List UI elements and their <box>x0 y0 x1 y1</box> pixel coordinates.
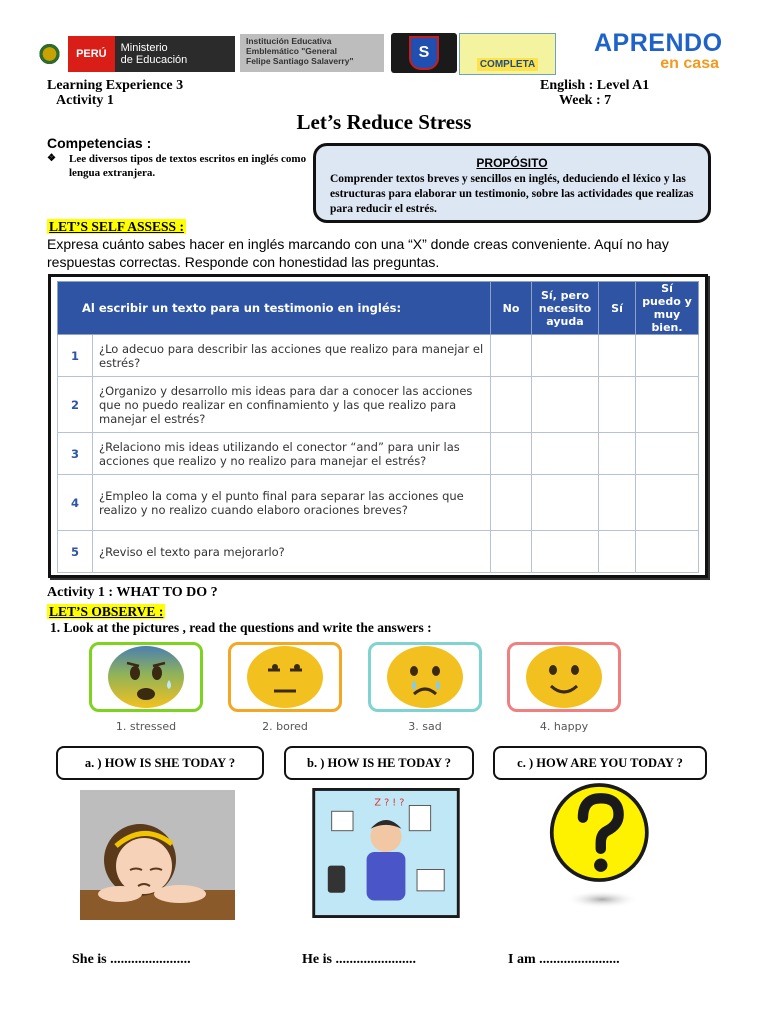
face-caption: 2. bored <box>262 720 308 733</box>
answer-cell[interactable] <box>599 433 636 475</box>
self-assess-label: LET’S SELF ASSESS : <box>49 219 184 234</box>
peru-ministry-logo <box>35 34 235 74</box>
face-caption: 4. happy <box>539 720 589 733</box>
activity-number: Activity 1 <box>56 93 114 108</box>
happy-face-icon <box>523 644 605 710</box>
sad-girl-picture <box>80 790 235 920</box>
answer-cell[interactable] <box>636 377 699 433</box>
institution-logo: Institución Educativa Emblemático "General Felipe Santiago Salaverry" <box>240 34 384 72</box>
answer-cell[interactable] <box>491 433 532 475</box>
aprendo-en-casa-logo: APRENDO en casa <box>594 29 723 72</box>
self-assessment-table-frame <box>48 274 708 578</box>
ministry-label: Ministerio de Educación <box>115 36 235 72</box>
jec-logo <box>459 33 556 75</box>
proposito-title: PROPÓSITO <box>476 156 548 170</box>
learning-experience: Learning Experience 3 <box>47 78 184 93</box>
answer-cell[interactable] <box>532 475 599 531</box>
answer-cell[interactable] <box>599 475 636 531</box>
course-level: English : Level A1 <box>540 78 650 93</box>
school-shield-logo <box>391 33 457 73</box>
face-caption: 3. sad <box>408 720 442 733</box>
answer-cell[interactable] <box>532 531 599 573</box>
competencias-label: Competencias : <box>47 135 152 151</box>
question-c: c. ) HOW ARE YOU TODAY ? <box>493 746 707 780</box>
question-a: a. ) HOW IS SHE TODAY ? <box>56 746 264 780</box>
answer-cell[interactable] <box>636 335 699 377</box>
answer-cell[interactable] <box>636 475 699 531</box>
face-stressed <box>89 642 203 712</box>
page-title: Let’s Reduce Stress <box>296 110 472 134</box>
svg-text:Z ? ! ?: Z ? ! ? <box>374 797 405 809</box>
answer-cell[interactable] <box>532 335 599 377</box>
answer-cell[interactable] <box>491 475 532 531</box>
header-si-puedo: Sí puedo y muy bien. <box>636 282 699 335</box>
face-caption: 1. stressed <box>115 720 177 733</box>
bored-face-icon <box>244 644 326 710</box>
proposito-text: Comprender textos breves y sencillos en inglés, deduciendo el léxico y las estructuras para elaborar un testimonio, sobre las actividades que realizas para reducir el estrés. <box>330 173 694 215</box>
answer-c: I am ....................... <box>508 952 620 967</box>
answer-b: He is ....................... <box>302 952 416 967</box>
activity-title: Activity 1 : WHAT TO DO ? <box>47 585 218 600</box>
face-bored <box>228 642 342 712</box>
jec-label: COMPLETA <box>477 58 538 71</box>
question-mark-picture <box>528 782 678 912</box>
header-question: Al escribir un texto para un testimonio en inglés: <box>58 282 491 335</box>
proposito-box <box>313 143 711 223</box>
peru-coat-of-arms-icon <box>35 37 64 71</box>
table-row: 3 ¿Relaciono mis ideas utilizando el conector “and” para unir las acciones que realizo y no realizo para manejar el estrés? <box>58 433 699 475</box>
answer-cell[interactable] <box>532 377 599 433</box>
table-row: 2 ¿Organizo y desarrollo mis ideas para dar a conocer las acciones que no puedo realizar en confinamiento y las que realizo para manejar el estrés? <box>58 377 699 433</box>
question-b: b. ) HOW IS HE TODAY ? <box>284 746 474 780</box>
observe-label: LET’S OBSERVE : <box>49 604 164 619</box>
answer-cell[interactable] <box>636 531 699 573</box>
answer-a: She is ....................... <box>72 952 191 967</box>
answer-cell[interactable] <box>599 531 636 573</box>
week-number: Week : 7 <box>559 93 612 108</box>
self-assess-instructions: Expresa cuánto sabes hacer en inglés marcando con una “X” donde creas conveniente. Aquí no hay respuestas correctas. Responde con honestidad las preguntas. <box>47 236 669 270</box>
sad-face-icon <box>384 644 466 710</box>
header-no: No <box>491 282 532 335</box>
header-si: Sí <box>599 282 636 335</box>
table-row: 5 ¿Reviso el texto para mejorarlo? <box>58 531 699 573</box>
face-happy <box>507 642 621 712</box>
answer-cell[interactable] <box>532 433 599 475</box>
answer-cell[interactable] <box>491 335 532 377</box>
competencia-item: ❖ Lee diversos tipos de textos escritos en inglés como lengua extranjera. <box>47 153 307 179</box>
stressed-man-picture <box>310 788 462 918</box>
table-header-row <box>58 282 699 335</box>
table-row: 4 ¿Empleo la coma y el punto final para separar las acciones que realizo y no realizo cuando elaboro oraciones breves? <box>58 475 699 531</box>
activity-step: 1. Look at the pictures , read the questions and write the answers : <box>50 620 432 635</box>
answer-cell[interactable] <box>491 377 532 433</box>
bullet-icon: ❖ <box>47 153 56 164</box>
shield-icon: S <box>409 36 439 70</box>
header-si-pero: Sí, pero necesito ayuda <box>532 282 599 335</box>
peru-label: PERÚ <box>68 36 115 72</box>
face-sad <box>368 642 482 712</box>
stressed-face-icon <box>105 644 187 710</box>
answer-cell[interactable] <box>599 335 636 377</box>
answer-cell[interactable] <box>599 377 636 433</box>
answer-cell[interactable] <box>491 531 532 573</box>
table-row: 1 ¿Lo adecuo para describir las acciones que realizo para manejar el estrés? <box>58 335 699 377</box>
answer-cell[interactable] <box>636 433 699 475</box>
self-assessment-table <box>57 281 699 573</box>
